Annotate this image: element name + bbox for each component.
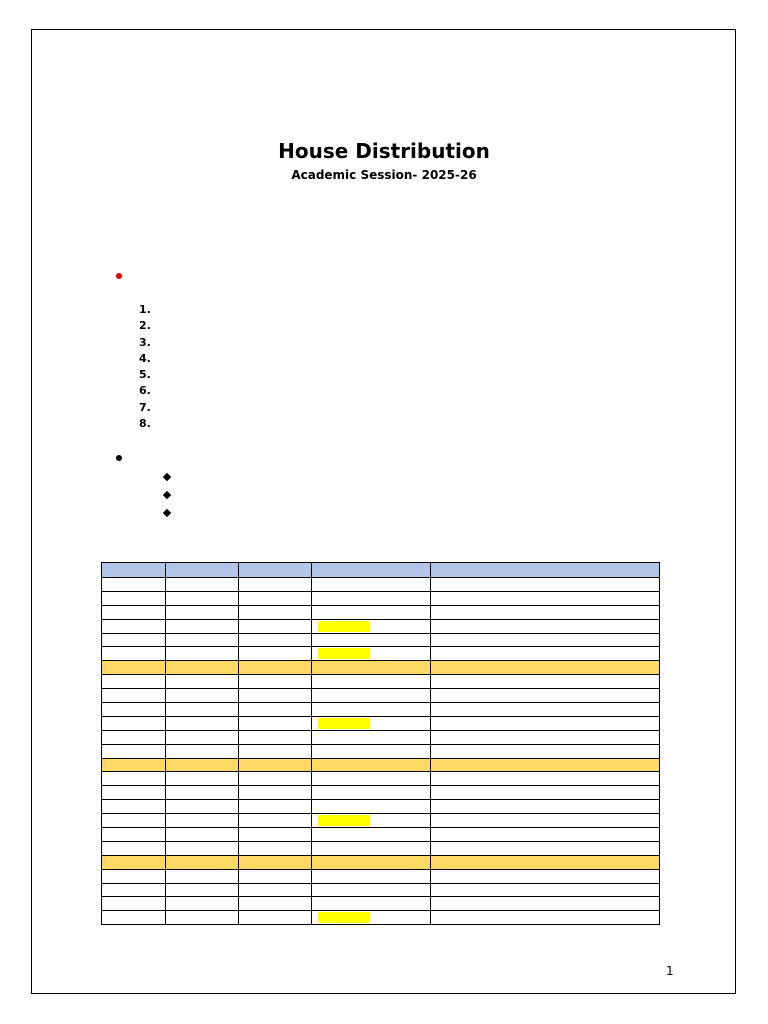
table-cell [239,828,312,842]
table-cell [102,828,166,842]
table-cell [431,703,660,717]
table-cell [102,675,166,689]
table-cell [239,744,312,758]
house-distribution-table [101,562,660,925]
table-cell [312,563,431,578]
table-cell [431,730,660,744]
table-row [102,814,660,828]
table-cell [239,772,312,786]
table-cell [312,619,431,633]
table-cell [312,800,431,814]
table-cell [166,800,239,814]
table-cell [102,647,166,661]
table-row [102,828,660,842]
table-cell [239,578,312,592]
table-cell [431,591,660,605]
table-cell [102,772,166,786]
list-item: 4. [139,351,151,365]
table-cell [102,744,166,758]
highlight-mark [318,718,370,729]
table-cell [166,633,239,647]
table-row [102,675,660,689]
table-cell [102,883,166,897]
table-cell [431,786,660,800]
table-cell [431,563,660,578]
table-cell [102,703,166,717]
table-row [102,744,660,758]
table-cell [239,786,312,800]
table-cell [312,730,431,744]
highlight-mark [318,648,370,659]
table-cell [431,744,660,758]
list-item: 8. [139,417,151,431]
table-cell [102,758,166,772]
table-cell [239,661,312,675]
table-cell [166,911,239,925]
table-cell [431,661,660,675]
table-cell [102,814,166,828]
table-row [102,633,660,647]
numbered-list [139,302,151,432]
table-cell [431,869,660,883]
table-cell [431,897,660,911]
table-cell [102,786,166,800]
table-cell [312,786,431,800]
table-cell [102,619,166,633]
table-row [102,786,660,800]
table-cell [239,883,312,897]
table-cell [239,633,312,647]
table-separator-row [102,758,660,772]
table-cell [431,814,660,828]
table-cell [312,911,431,925]
table-cell [312,605,431,619]
table-cell [239,591,312,605]
table-row [102,730,660,744]
table-cell [312,578,431,592]
table-cell [102,633,166,647]
table-cell [166,855,239,869]
page-number: 1 [666,964,674,978]
table-cell [312,703,431,717]
table-cell [102,897,166,911]
table-row [102,841,660,855]
table-row [102,772,660,786]
table-cell [312,855,431,869]
list-item: 1. [139,303,151,316]
table-cell [312,772,431,786]
table-cell [166,869,239,883]
list-item: 5. [139,368,151,382]
table-cell [431,605,660,619]
table-cell [239,869,312,883]
table-cell [102,591,166,605]
table-cell [166,578,239,592]
table-cell [102,855,166,869]
table-cell [239,814,312,828]
table-cell [166,619,239,633]
table-row [102,703,660,717]
table-cell [431,647,660,661]
table-cell [166,758,239,772]
table-cell [166,786,239,800]
table-cell [166,647,239,661]
table-cell [102,911,166,925]
list-item: 2. [139,319,151,333]
list-item: 7. [139,400,151,414]
table-cell [166,605,239,619]
table-cell [431,675,660,689]
table-cell [102,716,166,730]
table-cell [431,758,660,772]
table-cell [239,703,312,717]
table-cell [166,841,239,855]
table-cell [239,758,312,772]
table-cell [166,703,239,717]
table-cell [431,883,660,897]
table-row [102,716,660,730]
table-cell [166,563,239,578]
table-cell [431,828,660,842]
bullet-icon [116,273,122,279]
table-row [102,591,660,605]
document-title: House Distribution [278,139,490,163]
table-cell [166,716,239,730]
table-cell [312,744,431,758]
table-cell [102,841,166,855]
table-cell [312,675,431,689]
table-header-row [102,563,660,578]
table-cell [312,758,431,772]
table-cell [312,716,431,730]
table-cell [312,828,431,842]
table-cell [312,689,431,703]
table-cell [102,578,166,592]
table-row [102,869,660,883]
bullet-icon [116,455,122,461]
table-cell [166,661,239,675]
table-cell [239,619,312,633]
table-cell [166,828,239,842]
table-cell [102,605,166,619]
table-cell [239,911,312,925]
table-cell [239,800,312,814]
table-row [102,800,660,814]
table-cell [166,591,239,605]
table-cell [239,563,312,578]
table-cell [166,744,239,758]
table-cell [312,897,431,911]
table-row [102,689,660,703]
table-cell [239,605,312,619]
table-cell [239,716,312,730]
table-cell [431,689,660,703]
table-cell [166,730,239,744]
table-cell [431,911,660,925]
document-subtitle: Academic Session- 2025-26 [291,168,477,182]
table-row [102,911,660,925]
table-cell [102,563,166,578]
table-separator-row [102,661,660,675]
highlight-mark [318,815,370,826]
table-cell [102,661,166,675]
table-cell [166,772,239,786]
table-cell [166,689,239,703]
table-cell [431,619,660,633]
table-cell [312,869,431,883]
table-cell [312,661,431,675]
table-cell [312,841,431,855]
table-cell [239,689,312,703]
table-cell [239,675,312,689]
table-cell [102,869,166,883]
table-row [102,619,660,633]
table-cell [166,814,239,828]
table-cell [166,883,239,897]
table-cell [239,897,312,911]
table-cell [431,578,660,592]
table-row [102,578,660,592]
list-item: 6. [139,384,151,398]
table-cell [312,633,431,647]
table-cell [312,883,431,897]
list-item: 3. [139,335,151,349]
table-cell [431,772,660,786]
table-cell [312,814,431,828]
table-cell [102,689,166,703]
table-cell [102,730,166,744]
highlight-mark [318,621,370,632]
table-row [102,883,660,897]
table-cell [431,841,660,855]
table-cell [239,730,312,744]
table-cell [431,633,660,647]
table-cell [312,647,431,661]
table-separator-row [102,855,660,869]
table-row [102,897,660,911]
table-cell [431,800,660,814]
highlight-mark [318,912,370,923]
table-cell [431,855,660,869]
table-row [102,647,660,661]
table-cell [239,855,312,869]
table-cell [166,675,239,689]
table-cell [431,716,660,730]
table-cell [239,841,312,855]
table-cell [312,591,431,605]
table-row [102,605,660,619]
table-cell [166,897,239,911]
table-cell [239,647,312,661]
table-cell [102,800,166,814]
